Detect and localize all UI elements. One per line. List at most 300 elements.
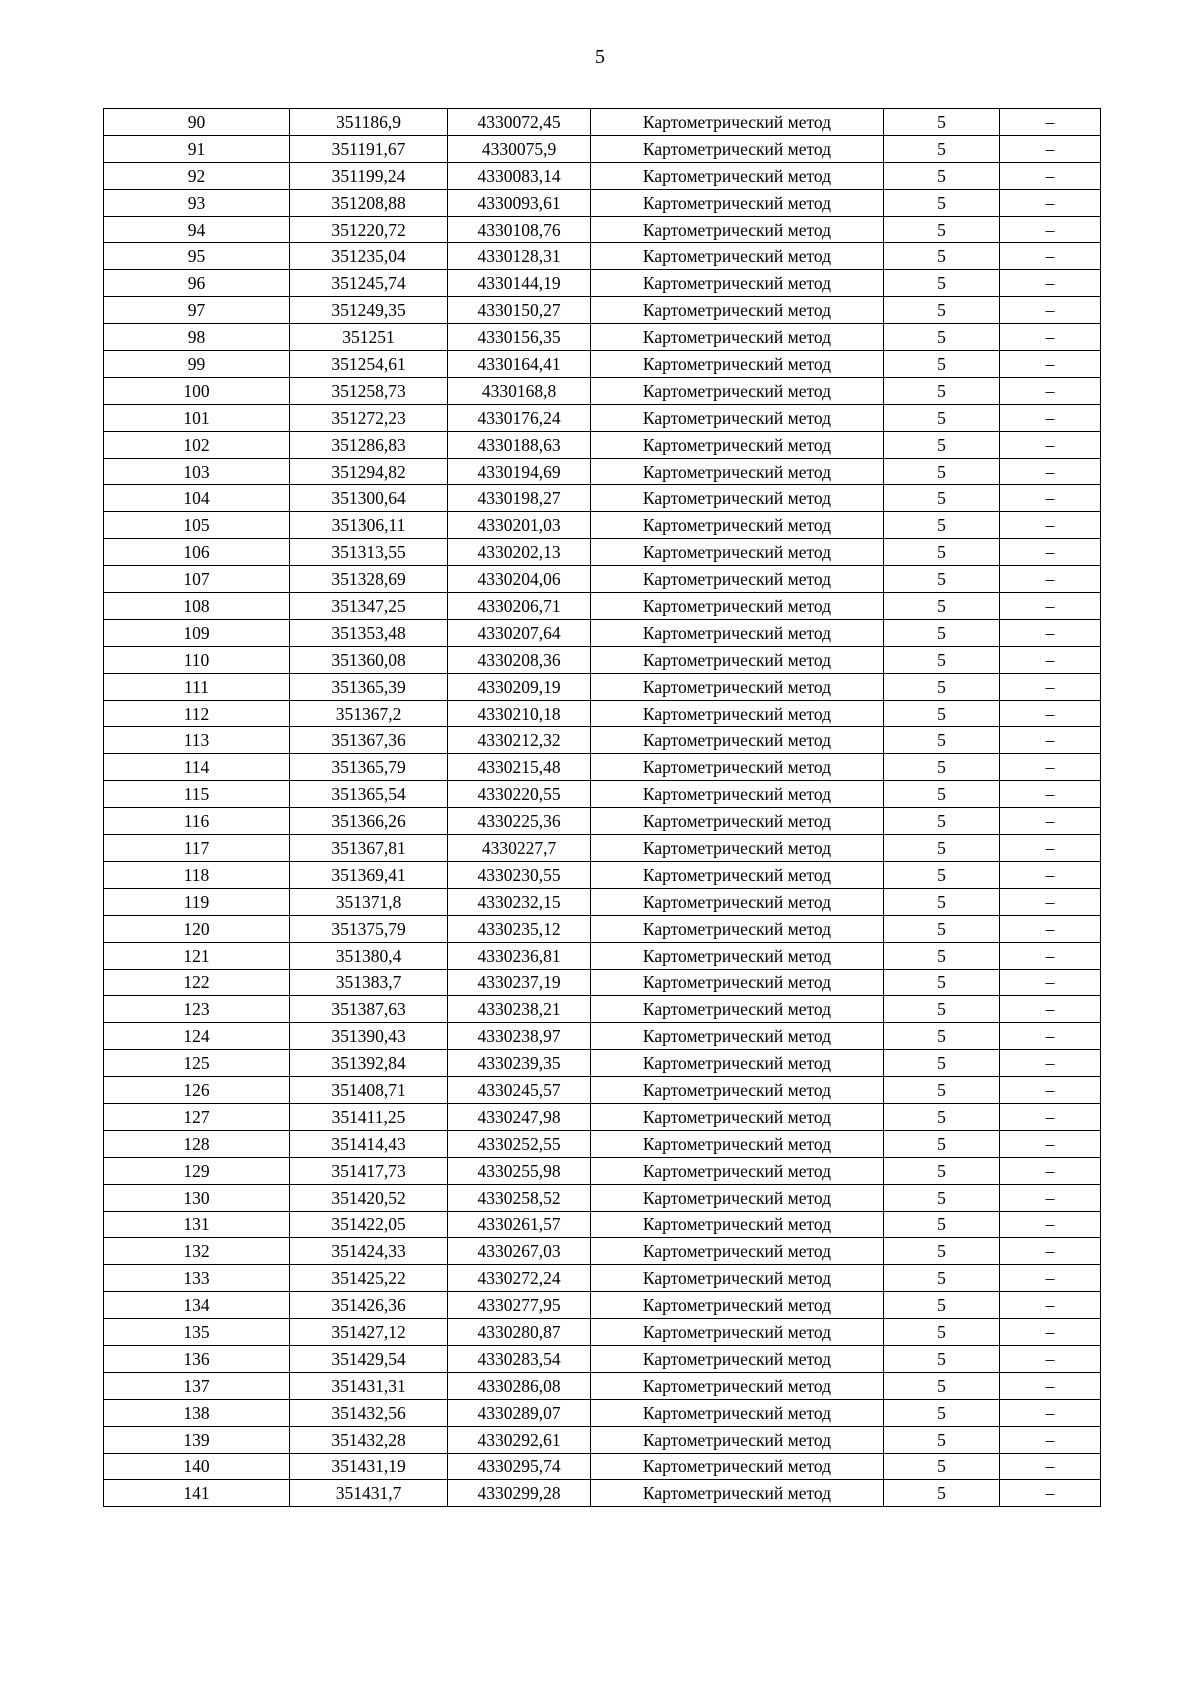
x-coordinate-cell: 351251 — [290, 324, 448, 351]
point-number-cell: 107 — [104, 566, 290, 593]
method-cell: Картометрический метод — [591, 808, 884, 835]
method-cell: Картометрический метод — [591, 1292, 884, 1319]
x-coordinate-cell: 351371,8 — [290, 888, 448, 915]
x-coordinate-cell: 351366,26 — [290, 808, 448, 835]
table-row — [104, 243, 1101, 270]
table-row — [104, 1453, 1101, 1480]
method-cell: Картометрический метод — [591, 431, 884, 458]
method-cell: Картометрический метод — [591, 243, 884, 270]
method-cell: Картометрический метод — [591, 646, 884, 673]
y-coordinate-cell: 4330255,98 — [448, 1157, 591, 1184]
note-cell: – — [1000, 512, 1101, 539]
accuracy-cell: 5 — [884, 969, 1000, 996]
point-number-cell: 119 — [104, 888, 290, 915]
method-cell: Картометрический метод — [591, 1345, 884, 1372]
method-cell: Картометрический метод — [591, 1399, 884, 1426]
table-row — [104, 270, 1101, 297]
note-cell: – — [1000, 377, 1101, 404]
method-cell: Картометрический метод — [591, 512, 884, 539]
method-cell: Картометрический метод — [591, 888, 884, 915]
accuracy-cell: 5 — [884, 566, 1000, 593]
accuracy-cell: 5 — [884, 1238, 1000, 1265]
method-cell: Картометрический метод — [591, 1050, 884, 1077]
point-number-cell: 126 — [104, 1077, 290, 1104]
method-cell: Картометрический метод — [591, 566, 884, 593]
table-row — [104, 1319, 1101, 1346]
y-coordinate-cell: 4330227,7 — [448, 835, 591, 862]
x-coordinate-cell: 351300,64 — [290, 485, 448, 512]
accuracy-cell: 5 — [884, 593, 1000, 620]
method-cell: Картометрический метод — [591, 216, 884, 243]
note-cell: – — [1000, 888, 1101, 915]
table-row — [104, 646, 1101, 673]
x-coordinate-cell: 351392,84 — [290, 1050, 448, 1077]
note-cell: – — [1000, 189, 1101, 216]
y-coordinate-cell: 4330075,9 — [448, 135, 591, 162]
note-cell: – — [1000, 1480, 1101, 1507]
point-number-cell: 140 — [104, 1453, 290, 1480]
point-number-cell: 104 — [104, 485, 290, 512]
x-coordinate-cell: 351431,31 — [290, 1372, 448, 1399]
note-cell: – — [1000, 458, 1101, 485]
point-number-cell: 106 — [104, 539, 290, 566]
accuracy-cell: 5 — [884, 1399, 1000, 1426]
x-coordinate-cell: 351390,43 — [290, 1023, 448, 1050]
point-number-cell: 122 — [104, 969, 290, 996]
note-cell: – — [1000, 1292, 1101, 1319]
table-row — [104, 915, 1101, 942]
note-cell: – — [1000, 727, 1101, 754]
accuracy-cell: 5 — [884, 727, 1000, 754]
accuracy-cell: 5 — [884, 861, 1000, 888]
y-coordinate-cell: 4330168,8 — [448, 377, 591, 404]
y-coordinate-cell: 4330208,36 — [448, 646, 591, 673]
accuracy-cell: 5 — [884, 485, 1000, 512]
note-cell: – — [1000, 109, 1101, 136]
method-cell: Картометрический метод — [591, 673, 884, 700]
x-coordinate-cell: 351420,52 — [290, 1184, 448, 1211]
point-number-cell: 121 — [104, 942, 290, 969]
point-number-cell: 91 — [104, 135, 290, 162]
accuracy-cell: 5 — [884, 189, 1000, 216]
point-number-cell: 101 — [104, 404, 290, 431]
point-number-cell: 96 — [104, 270, 290, 297]
method-cell: Картометрический метод — [591, 189, 884, 216]
y-coordinate-cell: 4330072,45 — [448, 109, 591, 136]
method-cell: Картометрический метод — [591, 1077, 884, 1104]
note-cell: – — [1000, 781, 1101, 808]
x-coordinate-cell: 351347,25 — [290, 593, 448, 620]
x-coordinate-cell: 351429,54 — [290, 1345, 448, 1372]
method-cell: Картометрический метод — [591, 700, 884, 727]
y-coordinate-cell: 4330210,18 — [448, 700, 591, 727]
method-cell: Картометрический метод — [591, 1103, 884, 1130]
note-cell: – — [1000, 942, 1101, 969]
table-row — [104, 1023, 1101, 1050]
table-row — [104, 566, 1101, 593]
y-coordinate-cell: 4330295,74 — [448, 1453, 591, 1480]
y-coordinate-cell: 4330232,15 — [448, 888, 591, 915]
accuracy-cell: 5 — [884, 754, 1000, 781]
note-cell: – — [1000, 1023, 1101, 1050]
point-number-cell: 94 — [104, 216, 290, 243]
accuracy-cell: 5 — [884, 915, 1000, 942]
y-coordinate-cell: 4330207,64 — [448, 619, 591, 646]
method-cell: Картометрический метод — [591, 861, 884, 888]
method-cell: Картометрический метод — [591, 727, 884, 754]
table-row — [104, 1372, 1101, 1399]
y-coordinate-cell: 4330267,03 — [448, 1238, 591, 1265]
accuracy-cell: 5 — [884, 216, 1000, 243]
table-row — [104, 969, 1101, 996]
y-coordinate-cell: 4330215,48 — [448, 754, 591, 781]
x-coordinate-cell: 351249,35 — [290, 297, 448, 324]
point-number-cell: 123 — [104, 996, 290, 1023]
y-coordinate-cell: 4330235,12 — [448, 915, 591, 942]
note-cell: – — [1000, 1319, 1101, 1346]
method-cell: Картометрический метод — [591, 754, 884, 781]
note-cell: – — [1000, 673, 1101, 700]
table-row — [104, 1130, 1101, 1157]
note-cell: – — [1000, 969, 1101, 996]
accuracy-cell: 5 — [884, 835, 1000, 862]
accuracy-cell: 5 — [884, 1480, 1000, 1507]
y-coordinate-cell: 4330093,61 — [448, 189, 591, 216]
accuracy-cell: 5 — [884, 512, 1000, 539]
note-cell: – — [1000, 996, 1101, 1023]
accuracy-cell: 5 — [884, 1050, 1000, 1077]
table-row — [104, 297, 1101, 324]
x-coordinate-cell: 351383,7 — [290, 969, 448, 996]
table-row — [104, 1426, 1101, 1453]
x-coordinate-cell: 351254,61 — [290, 351, 448, 378]
x-coordinate-cell: 351426,36 — [290, 1292, 448, 1319]
y-coordinate-cell: 4330277,95 — [448, 1292, 591, 1319]
method-cell: Картометрический метод — [591, 1426, 884, 1453]
method-cell: Картометрический метод — [591, 1157, 884, 1184]
x-coordinate-cell: 351328,69 — [290, 566, 448, 593]
accuracy-cell: 5 — [884, 431, 1000, 458]
y-coordinate-cell: 4330245,57 — [448, 1077, 591, 1104]
accuracy-cell: 5 — [884, 1157, 1000, 1184]
table-row — [104, 996, 1101, 1023]
method-cell: Картометрический метод — [591, 593, 884, 620]
accuracy-cell: 5 — [884, 646, 1000, 673]
note-cell: – — [1000, 404, 1101, 431]
table-row — [104, 808, 1101, 835]
note-cell: – — [1000, 835, 1101, 862]
point-number-cell: 92 — [104, 162, 290, 189]
x-coordinate-cell: 351272,23 — [290, 404, 448, 431]
method-cell: Картометрический метод — [591, 485, 884, 512]
method-cell: Картометрический метод — [591, 162, 884, 189]
x-coordinate-cell: 351417,73 — [290, 1157, 448, 1184]
method-cell: Картометрический метод — [591, 351, 884, 378]
point-number-cell: 139 — [104, 1426, 290, 1453]
accuracy-cell: 5 — [884, 1265, 1000, 1292]
note-cell: – — [1000, 700, 1101, 727]
point-number-cell: 118 — [104, 861, 290, 888]
point-number-cell: 93 — [104, 189, 290, 216]
x-coordinate-cell: 351431,7 — [290, 1480, 448, 1507]
point-number-cell: 115 — [104, 781, 290, 808]
coordinates-table — [103, 108, 1101, 1507]
y-coordinate-cell: 4330283,54 — [448, 1345, 591, 1372]
point-number-cell: 109 — [104, 619, 290, 646]
table-row — [104, 1399, 1101, 1426]
table-row — [104, 216, 1101, 243]
y-coordinate-cell: 4330194,69 — [448, 458, 591, 485]
x-coordinate-cell: 351220,72 — [290, 216, 448, 243]
accuracy-cell: 5 — [884, 1453, 1000, 1480]
accuracy-cell: 5 — [884, 781, 1000, 808]
table-row — [104, 861, 1101, 888]
point-number-cell: 112 — [104, 700, 290, 727]
accuracy-cell: 5 — [884, 351, 1000, 378]
method-cell: Картометрический метод — [591, 969, 884, 996]
point-number-cell: 132 — [104, 1238, 290, 1265]
table-row — [104, 1265, 1101, 1292]
y-coordinate-cell: 4330252,55 — [448, 1130, 591, 1157]
table-row — [104, 1103, 1101, 1130]
note-cell: – — [1000, 1130, 1101, 1157]
y-coordinate-cell: 4330220,55 — [448, 781, 591, 808]
point-number-cell: 108 — [104, 593, 290, 620]
point-number-cell: 99 — [104, 351, 290, 378]
note-cell: – — [1000, 754, 1101, 781]
method-cell: Картометрический метод — [591, 270, 884, 297]
y-coordinate-cell: 4330236,81 — [448, 942, 591, 969]
accuracy-cell: 5 — [884, 1184, 1000, 1211]
note-cell: – — [1000, 270, 1101, 297]
y-coordinate-cell: 4330272,24 — [448, 1265, 591, 1292]
note-cell: – — [1000, 1426, 1101, 1453]
y-coordinate-cell: 4330289,07 — [448, 1399, 591, 1426]
x-coordinate-cell: 351365,54 — [290, 781, 448, 808]
method-cell: Картометрический метод — [591, 1319, 884, 1346]
accuracy-cell: 5 — [884, 297, 1000, 324]
y-coordinate-cell: 4330237,19 — [448, 969, 591, 996]
y-coordinate-cell: 4330230,55 — [448, 861, 591, 888]
note-cell: – — [1000, 1157, 1101, 1184]
x-coordinate-cell: 351235,04 — [290, 243, 448, 270]
point-number-cell: 95 — [104, 243, 290, 270]
x-coordinate-cell: 351313,55 — [290, 539, 448, 566]
note-cell: – — [1000, 1345, 1101, 1372]
table-row — [104, 1184, 1101, 1211]
accuracy-cell: 5 — [884, 377, 1000, 404]
note-cell: – — [1000, 646, 1101, 673]
accuracy-cell: 5 — [884, 243, 1000, 270]
table-row — [104, 888, 1101, 915]
method-cell: Картометрический метод — [591, 377, 884, 404]
table-row — [104, 351, 1101, 378]
y-coordinate-cell: 4330198,27 — [448, 485, 591, 512]
y-coordinate-cell: 4330201,03 — [448, 512, 591, 539]
note-cell: – — [1000, 566, 1101, 593]
accuracy-cell: 5 — [884, 1077, 1000, 1104]
accuracy-cell: 5 — [884, 619, 1000, 646]
point-number-cell: 97 — [104, 297, 290, 324]
point-number-cell: 117 — [104, 835, 290, 862]
table-row — [104, 754, 1101, 781]
note-cell: – — [1000, 619, 1101, 646]
table-row — [104, 189, 1101, 216]
y-coordinate-cell: 4330144,19 — [448, 270, 591, 297]
x-coordinate-cell: 351199,24 — [290, 162, 448, 189]
accuracy-cell: 5 — [884, 1372, 1000, 1399]
note-cell: – — [1000, 162, 1101, 189]
method-cell: Картометрический метод — [591, 539, 884, 566]
x-coordinate-cell: 351258,73 — [290, 377, 448, 404]
table-row — [104, 781, 1101, 808]
accuracy-cell: 5 — [884, 135, 1000, 162]
table-body — [104, 109, 1101, 1507]
y-coordinate-cell: 4330128,31 — [448, 243, 591, 270]
accuracy-cell: 5 — [884, 942, 1000, 969]
x-coordinate-cell: 351294,82 — [290, 458, 448, 485]
note-cell: – — [1000, 1077, 1101, 1104]
method-cell: Картометрический метод — [591, 404, 884, 431]
method-cell: Картометрический метод — [591, 1184, 884, 1211]
method-cell: Картометрический метод — [591, 835, 884, 862]
x-coordinate-cell: 351425,22 — [290, 1265, 448, 1292]
point-number-cell: 113 — [104, 727, 290, 754]
method-cell: Картометрический метод — [591, 297, 884, 324]
point-number-cell: 135 — [104, 1319, 290, 1346]
point-number-cell: 138 — [104, 1399, 290, 1426]
y-coordinate-cell: 4330204,06 — [448, 566, 591, 593]
accuracy-cell: 5 — [884, 270, 1000, 297]
x-coordinate-cell: 351427,12 — [290, 1319, 448, 1346]
point-number-cell: 141 — [104, 1480, 290, 1507]
table-row — [104, 377, 1101, 404]
method-cell: Картометрический метод — [591, 1211, 884, 1238]
point-number-cell: 103 — [104, 458, 290, 485]
table-row — [104, 700, 1101, 727]
x-coordinate-cell: 351387,63 — [290, 996, 448, 1023]
note-cell: – — [1000, 539, 1101, 566]
table-row — [104, 593, 1101, 620]
accuracy-cell: 5 — [884, 458, 1000, 485]
point-number-cell: 136 — [104, 1345, 290, 1372]
x-coordinate-cell: 351186,9 — [290, 109, 448, 136]
x-coordinate-cell: 351424,33 — [290, 1238, 448, 1265]
method-cell: Картометрический метод — [591, 109, 884, 136]
note-cell: – — [1000, 1453, 1101, 1480]
x-coordinate-cell: 351365,79 — [290, 754, 448, 781]
note-cell: – — [1000, 431, 1101, 458]
x-coordinate-cell: 351367,81 — [290, 835, 448, 862]
accuracy-cell: 5 — [884, 1426, 1000, 1453]
accuracy-cell: 5 — [884, 1292, 1000, 1319]
note-cell: – — [1000, 915, 1101, 942]
method-cell: Картометрический метод — [591, 1372, 884, 1399]
table-row — [104, 1050, 1101, 1077]
y-coordinate-cell: 4330188,63 — [448, 431, 591, 458]
x-coordinate-cell: 351306,11 — [290, 512, 448, 539]
x-coordinate-cell: 351375,79 — [290, 915, 448, 942]
table-row — [104, 109, 1101, 136]
x-coordinate-cell: 351432,56 — [290, 1399, 448, 1426]
table-row — [104, 539, 1101, 566]
x-coordinate-cell: 351431,19 — [290, 1453, 448, 1480]
table-row — [104, 835, 1101, 862]
x-coordinate-cell: 351286,83 — [290, 431, 448, 458]
note-cell: – — [1000, 1399, 1101, 1426]
table-row — [104, 404, 1101, 431]
table-row — [104, 1077, 1101, 1104]
method-cell: Картометрический метод — [591, 1238, 884, 1265]
note-cell: – — [1000, 135, 1101, 162]
note-cell: – — [1000, 216, 1101, 243]
accuracy-cell: 5 — [884, 808, 1000, 835]
x-coordinate-cell: 351414,43 — [290, 1130, 448, 1157]
y-coordinate-cell: 4330280,87 — [448, 1319, 591, 1346]
x-coordinate-cell: 351365,39 — [290, 673, 448, 700]
x-coordinate-cell: 351360,08 — [290, 646, 448, 673]
x-coordinate-cell: 351353,48 — [290, 619, 448, 646]
point-number-cell: 110 — [104, 646, 290, 673]
x-coordinate-cell: 351367,36 — [290, 727, 448, 754]
method-cell: Картометрический метод — [591, 1453, 884, 1480]
y-coordinate-cell: 4330206,71 — [448, 593, 591, 620]
point-number-cell: 131 — [104, 1211, 290, 1238]
method-cell: Картометрический метод — [591, 619, 884, 646]
note-cell: – — [1000, 1184, 1101, 1211]
accuracy-cell: 5 — [884, 1130, 1000, 1157]
table-row — [104, 673, 1101, 700]
note-cell: – — [1000, 297, 1101, 324]
method-cell: Картометрический метод — [591, 781, 884, 808]
point-number-cell: 128 — [104, 1130, 290, 1157]
note-cell: – — [1000, 861, 1101, 888]
point-number-cell: 114 — [104, 754, 290, 781]
method-cell: Картометрический метод — [591, 1480, 884, 1507]
accuracy-cell: 5 — [884, 700, 1000, 727]
table-row — [104, 458, 1101, 485]
accuracy-cell: 5 — [884, 673, 1000, 700]
point-number-cell: 134 — [104, 1292, 290, 1319]
note-cell: – — [1000, 485, 1101, 512]
y-coordinate-cell: 4330108,76 — [448, 216, 591, 243]
x-coordinate-cell: 351245,74 — [290, 270, 448, 297]
y-coordinate-cell: 4330238,97 — [448, 1023, 591, 1050]
accuracy-cell: 5 — [884, 1211, 1000, 1238]
note-cell: – — [1000, 351, 1101, 378]
point-number-cell: 120 — [104, 915, 290, 942]
point-number-cell: 130 — [104, 1184, 290, 1211]
x-coordinate-cell: 351367,2 — [290, 700, 448, 727]
point-number-cell: 133 — [104, 1265, 290, 1292]
method-cell: Картометрический метод — [591, 135, 884, 162]
method-cell: Картометрический метод — [591, 1265, 884, 1292]
table-row — [104, 135, 1101, 162]
method-cell: Картометрический метод — [591, 1023, 884, 1050]
y-coordinate-cell: 4330292,61 — [448, 1426, 591, 1453]
x-coordinate-cell: 351380,4 — [290, 942, 448, 969]
y-coordinate-cell: 4330238,21 — [448, 996, 591, 1023]
accuracy-cell: 5 — [884, 539, 1000, 566]
accuracy-cell: 5 — [884, 1319, 1000, 1346]
point-number-cell: 111 — [104, 673, 290, 700]
table-row — [104, 485, 1101, 512]
point-number-cell: 105 — [104, 512, 290, 539]
table-row — [104, 1480, 1101, 1507]
y-coordinate-cell: 4330156,35 — [448, 324, 591, 351]
y-coordinate-cell: 4330286,08 — [448, 1372, 591, 1399]
table-row — [104, 727, 1101, 754]
